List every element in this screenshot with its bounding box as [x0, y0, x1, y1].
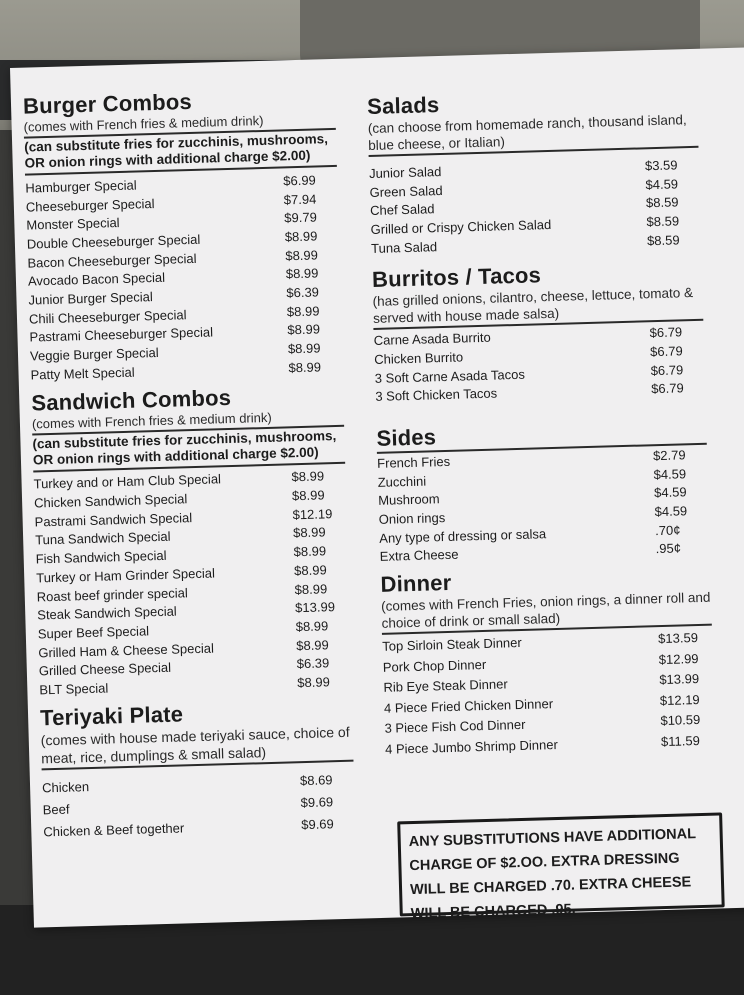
teriyaki-plate-section — [40, 697, 356, 844]
section-subtitle: (has grilled onions, cilantro, cheese, lettuce, tomato & served with house made salsa) — [372, 284, 703, 330]
item-price: $7.94 — [283, 191, 317, 207]
item-name: Patty Melt Special — [30, 364, 135, 383]
substitution-note: (can substitute fries for zucchinis, mushrooms, OR onion rings with additional charge $2.00) — [32, 427, 345, 472]
section-subtitle: (comes with French fries & medium drink) — [23, 111, 335, 139]
item-price: $3.59 — [644, 157, 678, 174]
item-name: Monster Special — [26, 215, 120, 233]
item-name: 4 Piece Jumbo Shrimp Dinner — [384, 736, 559, 757]
item-price: $8.99 — [287, 321, 321, 338]
item-price: $6.79 — [649, 343, 683, 360]
item-name: Pastrami Sandwich Special — [34, 509, 193, 530]
item-price: $13.99 — [294, 599, 336, 616]
item-list — [25, 170, 343, 384]
item-name: Grilled Cheese Special — [38, 660, 172, 679]
menu-sheet — [10, 47, 744, 928]
item-price: $6.79 — [651, 380, 684, 397]
item-price: $6.39 — [296, 655, 330, 672]
item-price: $4.59 — [653, 466, 687, 482]
item-price: $8.99 — [295, 618, 329, 635]
item-price: $4.59 — [654, 503, 688, 520]
section-subtitle: (comes with house made teriyaki sauce, choice of meat, rice, dumplings & small salad) — [41, 723, 354, 771]
item-name: Double Cheeseburger Special — [26, 231, 201, 252]
item-name: Chicken Burrito — [374, 349, 464, 367]
item-price: $8.59 — [646, 213, 680, 230]
burger-combos-section — [23, 85, 343, 384]
item-price: $8.99 — [293, 543, 327, 560]
item-name: 3 Soft Chicken Tacos — [375, 385, 498, 405]
right-column — [366, 85, 716, 923]
item-name: Veggie Burger Special — [29, 344, 159, 364]
section-title: Sandwich Combos — [31, 384, 232, 416]
item-name: BLT Special — [39, 680, 109, 698]
item-name: Bacon Cheeseburger Special — [27, 250, 197, 271]
item-name: Turkey or Ham Grinder Special — [36, 565, 216, 586]
item-list — [382, 627, 715, 759]
item-name: Super Beef Special — [37, 623, 150, 642]
item-name: Grilled Ham & Cheese Special — [38, 640, 215, 661]
item-name: Chili Cheeseburger Special — [28, 306, 187, 327]
item-name: Chicken — [41, 779, 90, 796]
substitution-note: (can substitute fries for zucchinis, mushrooms, OR onion rings with additional charge $2.00) — [24, 131, 337, 176]
item-price: $8.99 — [285, 247, 319, 263]
item-name: 3 Soft Carne Asada Tacos — [374, 366, 526, 386]
section-title: Teriyaki Plate — [39, 701, 184, 731]
item-price: $12.19 — [292, 505, 333, 523]
item-price: $4.59 — [653, 484, 687, 501]
item-name: Extra Cheese — [379, 547, 459, 565]
item-list — [42, 768, 356, 843]
item-price: $8.99 — [297, 674, 331, 691]
section-title: Burger Combos — [22, 88, 193, 119]
item-name: Turkey and or Ham Club Special — [33, 471, 222, 492]
item-name: French Fries — [376, 453, 451, 471]
item-price: $6.39 — [286, 284, 320, 301]
section-title: Sides — [376, 417, 707, 454]
item-price: $8.59 — [646, 231, 680, 248]
item-name: Chicken & Beef together — [43, 820, 185, 840]
item-price: $12.99 — [658, 650, 699, 667]
item-price: $8.99 — [296, 636, 329, 653]
item-price: $8.99 — [287, 340, 321, 357]
item-price: $13.99 — [659, 671, 700, 688]
item-name: Avocado Bacon Special — [27, 270, 166, 289]
item-price: $6.79 — [649, 324, 683, 341]
section-subtitle: (can choose from homemade ranch, thousand island, blue cheese, or Italian) — [368, 111, 699, 157]
substitution-charges-notice: ANY SUBSTITUTIONS HAVE ADDITIONAL CHARGE OF $2.OO. EXTRA DRESSING WILL BE CHARGED .70. EXTRA CHEESE WILL BE CHARGED .95. — [397, 812, 725, 916]
item-name: Any type of dressing or salsa — [379, 525, 547, 546]
item-name: Tuna Sandwich Special — [34, 529, 171, 548]
item-price: $8.99 — [294, 580, 328, 597]
dinner-section — [380, 563, 715, 759]
item-name: Green Salad — [369, 182, 443, 200]
section-title: Burritos / Tacos — [371, 262, 542, 293]
sides-section — [376, 417, 710, 566]
section-subtitle: (comes with French fries & medium drink) — [32, 407, 344, 435]
item-price: $4.59 — [645, 175, 679, 192]
item-name: 3 Piece Fish Cod Dinner — [384, 716, 526, 736]
item-price: $8.59 — [645, 194, 679, 211]
section-subtitle: (comes with French Fries, onion rings, a dinner roll and choice of drink or small salad) — [381, 589, 712, 635]
sandwich-combos-section — [31, 381, 352, 699]
item-name: 4 Piece Fried Chicken Dinner — [383, 695, 554, 716]
item-name: Steak Sandwich Special — [37, 603, 177, 623]
item-price: $6.99 — [283, 172, 316, 189]
item-price: $8.99 — [286, 303, 320, 320]
item-name: Chef Salad — [369, 201, 435, 219]
item-name: Roast beef grinder special — [36, 584, 188, 604]
item-name: Beef — [42, 801, 70, 818]
burritos-tacos-section — [372, 258, 706, 406]
item-price: $8.99 — [291, 468, 325, 485]
item-list — [33, 466, 351, 699]
item-name: Chicken Sandwich Special — [33, 491, 188, 511]
left-column — [23, 85, 356, 849]
item-name: Junior Burger Special — [28, 289, 153, 308]
item-price: $11.59 — [660, 732, 701, 749]
section-title: Salads — [366, 92, 440, 120]
section-title: Dinner — [380, 570, 452, 598]
item-name: Tuna Salad — [370, 238, 438, 256]
item-name: Junior Salad — [368, 163, 442, 181]
item-name: Carne Asada Burrito — [373, 329, 491, 349]
item-price: $12.19 — [659, 691, 700, 708]
item-price: .95¢ — [655, 540, 682, 557]
item-price: $9.79 — [284, 209, 318, 226]
salads-section — [367, 85, 701, 258]
item-price: $13.59 — [657, 630, 699, 647]
item-name: Grilled or Crispy Chicken Salad — [370, 216, 552, 237]
item-name: Rib Eye Steak Dinner — [383, 676, 508, 695]
item-list — [369, 155, 701, 258]
item-price: $2.79 — [652, 447, 686, 464]
item-price: .70¢ — [654, 522, 681, 538]
item-name: Onion rings — [378, 510, 446, 527]
item-list — [377, 445, 710, 566]
item-price: $8.99 — [291, 487, 325, 504]
item-price: $8.69 — [299, 772, 333, 789]
item-price: $8.99 — [292, 524, 326, 541]
item-name: Hamburger Special — [25, 177, 137, 196]
item-price: $9.69 — [301, 816, 334, 833]
item-name: Fish Sandwich Special — [35, 547, 167, 567]
item-name: Mushroom — [378, 491, 440, 509]
item-price: $8.99 — [284, 228, 318, 245]
item-price: $8.99 — [288, 359, 322, 376]
item-name: Pork Chop Dinner — [382, 656, 487, 675]
item-name: Zucchini — [377, 473, 427, 490]
item-name: Top Sirloin Steak Dinner — [382, 635, 522, 654]
item-name: Cheeseburger Special — [25, 195, 155, 215]
item-price: $8.99 — [285, 265, 319, 282]
item-price: $8.99 — [293, 562, 327, 579]
item-price: $10.59 — [660, 712, 701, 729]
item-list — [373, 322, 705, 406]
item-name: Pastrami Cheeseburger Special — [29, 324, 214, 345]
item-price: $9.69 — [300, 794, 334, 811]
item-price: $6.79 — [650, 361, 684, 378]
